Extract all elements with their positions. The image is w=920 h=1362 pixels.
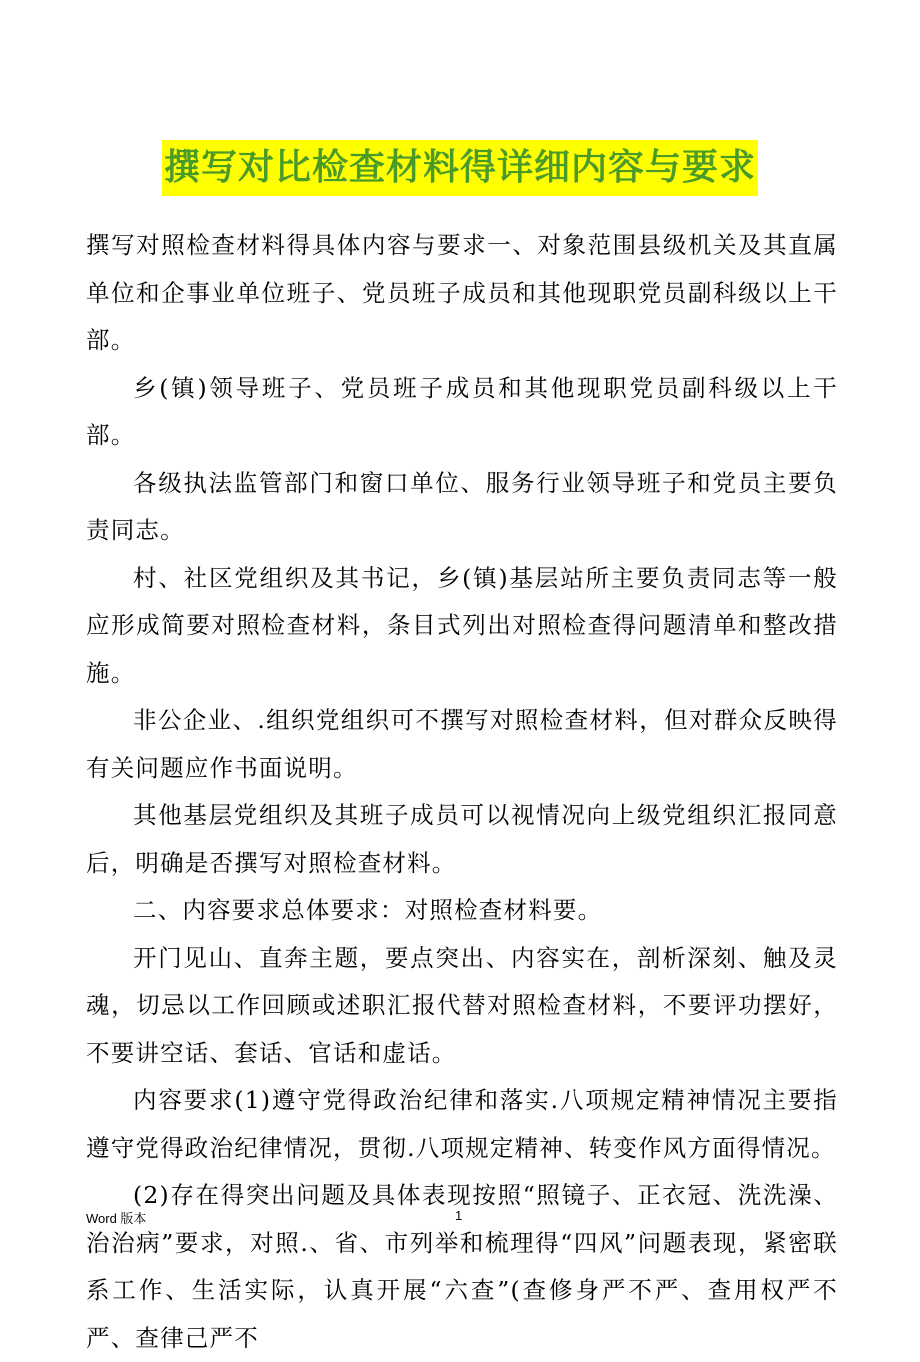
paragraph: 乡(镇)领导班子、党员班子成员和其他现职党员副科级以上干部。 bbox=[86, 373, 838, 449]
paragraph: 二、内容要求总体要求：对照检查材料要。 bbox=[133, 896, 603, 924]
document-title: 撰写对比检查材料得详细内容与要求 bbox=[162, 140, 758, 196]
paragraph: 各级执法监管部门和窗口单位、服务行业领导班子和党员主要负责同志。 bbox=[86, 468, 838, 544]
paragraph: 其他基层党组织及其班子成员可以视情况向上级党组织汇报同意后，明确是否撰写对照检查材料。 bbox=[86, 801, 838, 877]
document-body bbox=[86, 222, 838, 1362]
paragraph: (2)存在得突出问题及具体表现按照“照镜子、正衣冠、洗洗澡、治治病”要求，对照.、省、市列举和梳理得“四风”问题表现，紧密联系工作、生活实际，认真开展“六查”(查修身严不严、查用权严不严、查律己严不 bbox=[86, 1181, 838, 1352]
paragraph: 开门见山、直奔主题，要点突出、内容实在，剖析深刻、触及灵魂，切忌以工作回顾或述职汇报代替对照检查材料，不要评功摆好，不要讲空话、套话、官话和虚话。 bbox=[86, 943, 838, 1067]
paragraph: 撰写对照检查材料得具体内容与要求一、对象范围县级机关及其直属单位和企事业单位班子、党员班子成员和其他现职党员副科级以上干部。 bbox=[86, 231, 838, 354]
footer-label: Word 版本 bbox=[86, 1211, 147, 1226]
title-container bbox=[0, 140, 920, 196]
page-number: 1 bbox=[455, 1208, 463, 1223]
paragraph: 村、社区党组织及其书记，乡(镇)基层站所主要负责同志等一般应形成简要对照检查材料，条目式列出对照检查得问题清单和整改措施。 bbox=[86, 563, 838, 687]
paragraph: 内容要求(1)遵守党得政治纪律和落实.八项规定精神情况主要指遵守党得政治纪律情况，贯彻.八项规定精神、转变作风方面得情况。 bbox=[86, 1086, 838, 1162]
paragraph: 非公企业、.组织党组织可不撰写对照检查材料，但对群众反映得有关问题应作书面说明。 bbox=[86, 706, 838, 782]
